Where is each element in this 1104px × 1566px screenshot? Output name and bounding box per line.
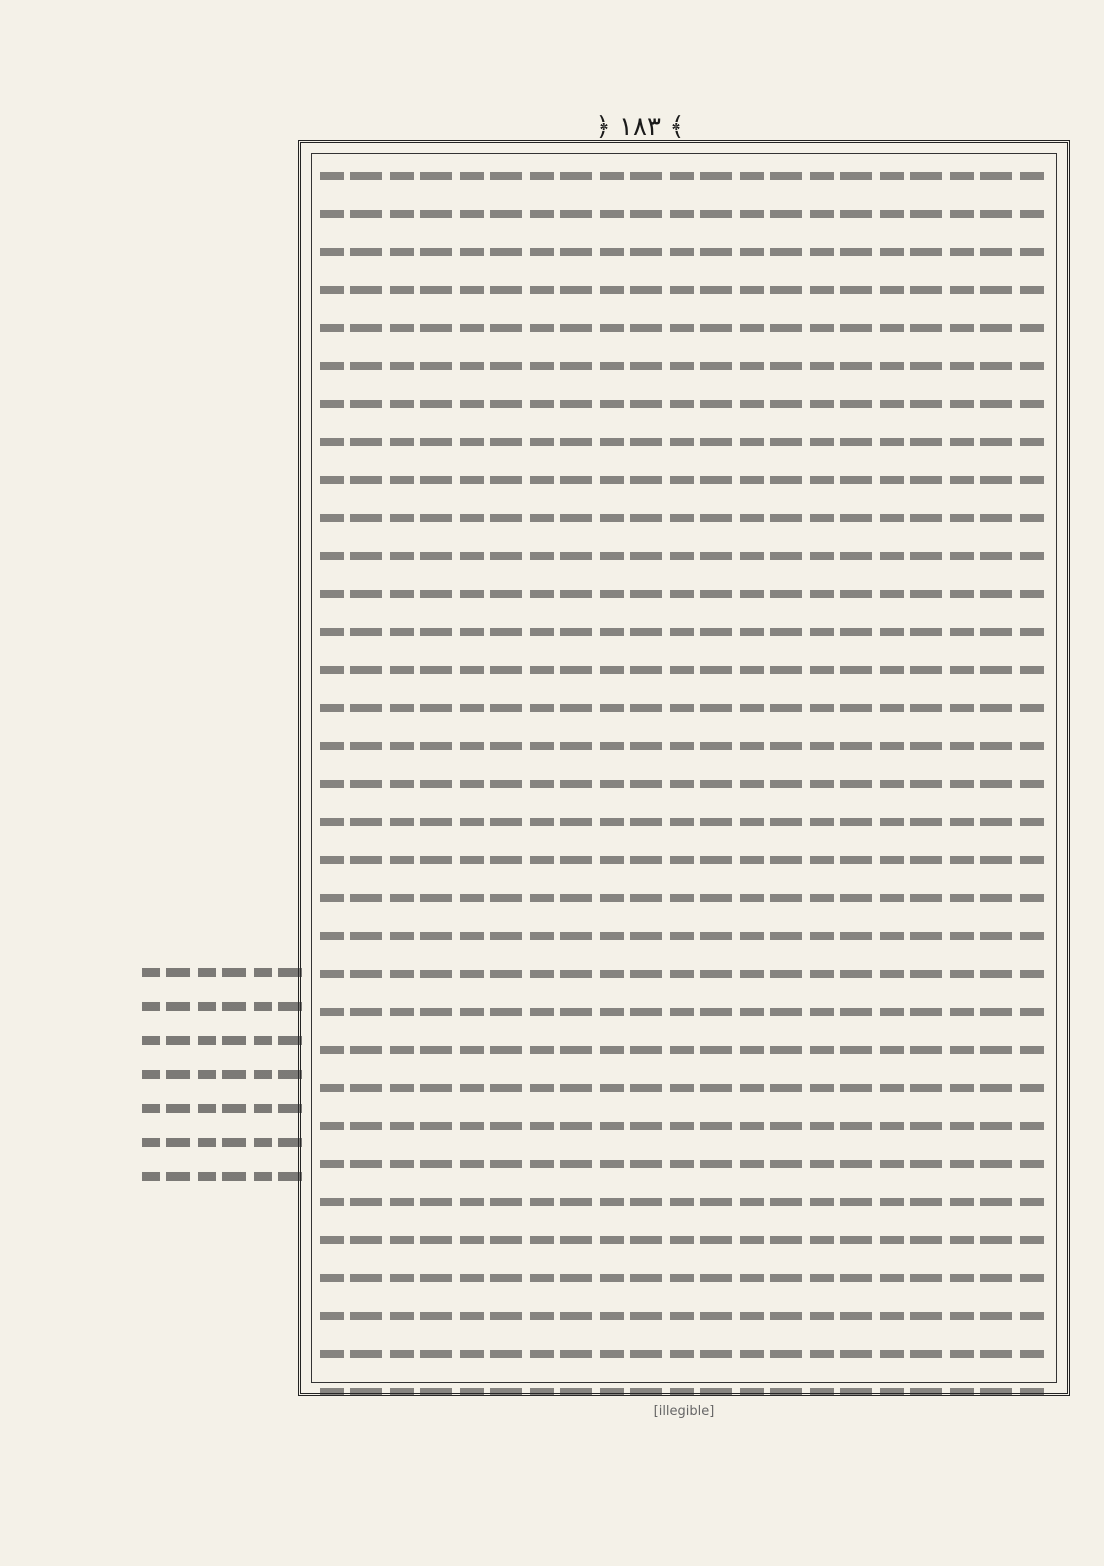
margin-line — [142, 1160, 310, 1194]
text-line — [320, 1184, 1048, 1222]
text-line — [320, 576, 1048, 614]
text-line — [320, 158, 1048, 196]
text-line — [320, 842, 1048, 880]
margin-line — [142, 1126, 310, 1160]
text-line — [320, 272, 1048, 310]
text-line — [320, 804, 1048, 842]
text-line — [320, 348, 1048, 386]
text-line — [320, 538, 1048, 576]
text-line — [320, 652, 1048, 690]
text-line — [320, 994, 1048, 1032]
text-line — [320, 1146, 1048, 1184]
text-line — [320, 196, 1048, 234]
text-line — [320, 880, 1048, 918]
text-line — [320, 386, 1048, 424]
text-line — [320, 956, 1048, 994]
margin-line — [142, 1024, 310, 1058]
margin-line — [142, 990, 310, 1024]
text-line — [320, 462, 1048, 500]
margin-line — [142, 1092, 310, 1126]
text-line — [320, 1298, 1048, 1336]
transcription-status: [illegible] — [653, 1404, 715, 1419]
margin-note — [142, 956, 310, 1196]
text-line — [320, 918, 1048, 956]
margin-line — [142, 956, 310, 990]
text-line — [320, 500, 1048, 538]
text-line — [320, 234, 1048, 272]
text-line — [320, 424, 1048, 462]
text-line — [320, 690, 1048, 728]
page-number: ﴿ ١٨٣ ﴾ — [595, 112, 685, 142]
text-line — [320, 1336, 1048, 1374]
text-line — [320, 728, 1048, 766]
text-line — [320, 1070, 1048, 1108]
text-line — [320, 1222, 1048, 1260]
text-line — [320, 1108, 1048, 1146]
text-line — [320, 310, 1048, 348]
main-text-block — [312, 152, 1056, 1384]
text-line — [320, 1032, 1048, 1070]
text-line — [320, 1260, 1048, 1298]
margin-line — [142, 1058, 310, 1092]
text-line — [320, 766, 1048, 804]
text-line — [320, 614, 1048, 652]
